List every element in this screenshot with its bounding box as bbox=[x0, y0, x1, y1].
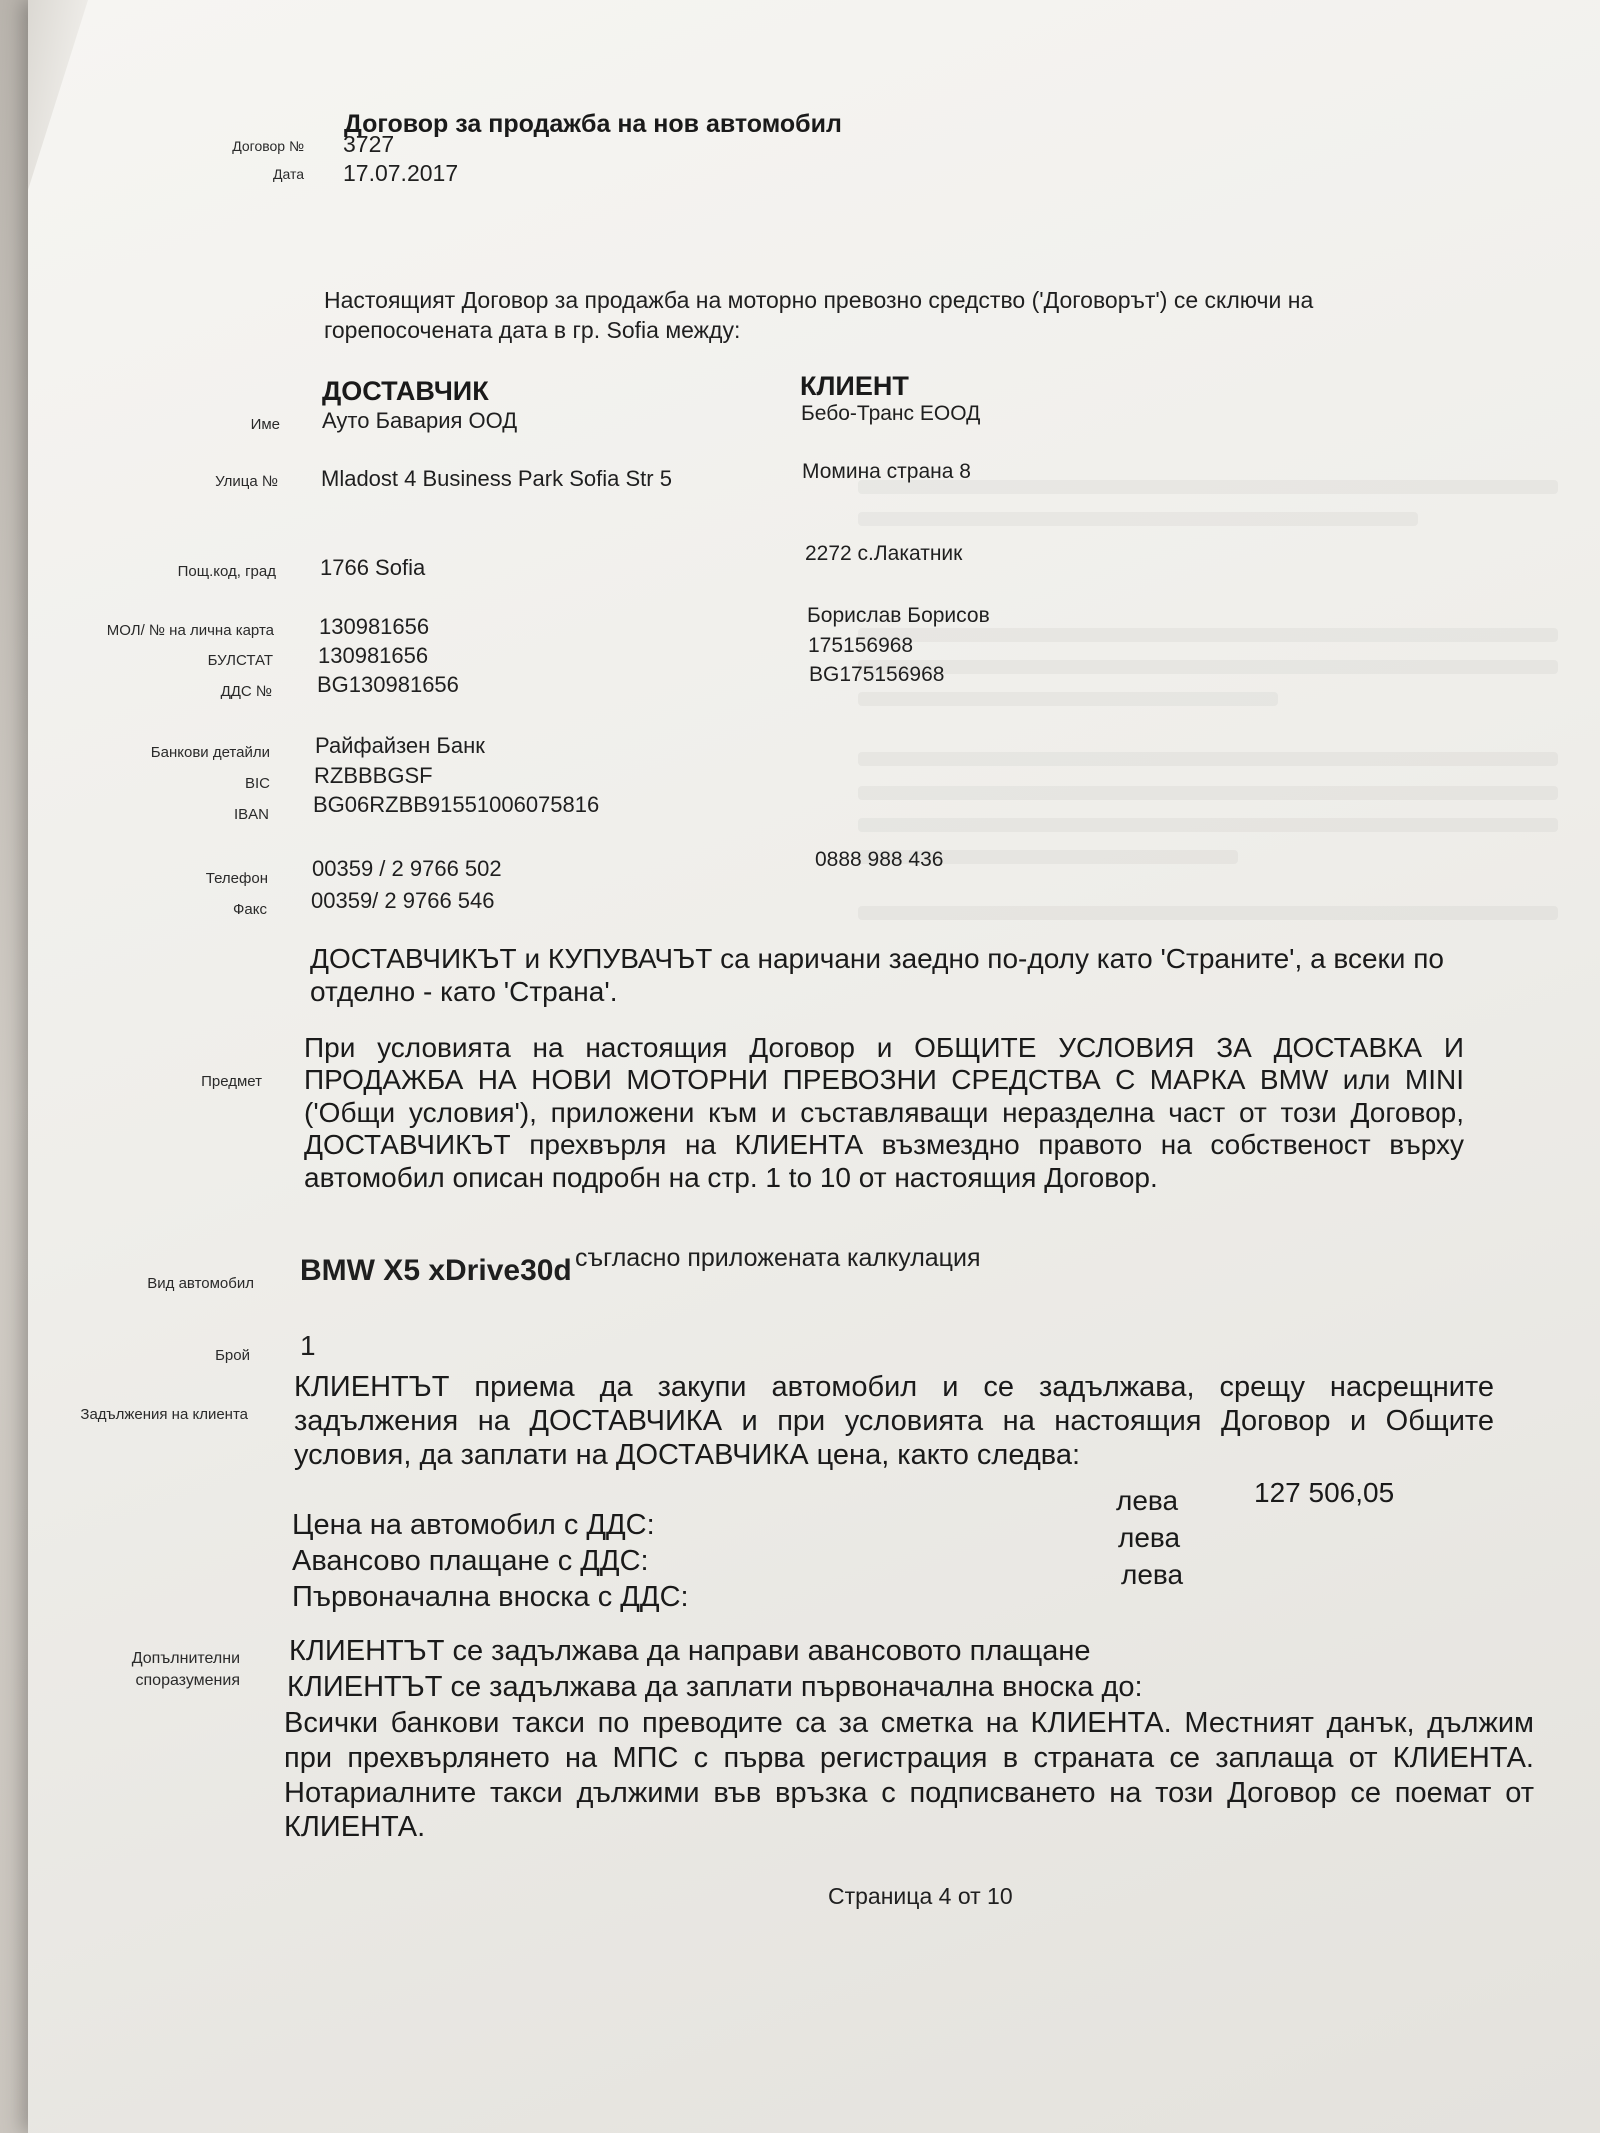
price-label-initial: Първоначална вноска с ДДС: bbox=[292, 1581, 689, 1613]
price-currency-initial: лева bbox=[1121, 1559, 1184, 1590]
supplier-bank: Райфайзен Банк bbox=[315, 733, 485, 758]
label-phone: Телефон bbox=[205, 870, 268, 887]
supplier-fax: 00359/ 2 9766 546 bbox=[311, 888, 495, 913]
client-name: Бебо-Транс ЕООД bbox=[801, 402, 981, 425]
vehicle-count: 1 bbox=[300, 1330, 316, 1361]
show-through-line bbox=[858, 818, 1558, 832]
label-bulstat: БУЛСТАТ bbox=[207, 652, 273, 669]
contract-date: 17.07.2017 bbox=[343, 160, 459, 186]
label-iban: IBAN bbox=[233, 806, 269, 823]
client-bulstat: 175156968 bbox=[808, 634, 914, 657]
label-additional-2: споразумения bbox=[135, 1672, 240, 1689]
supplier-heading: ДОСТАВЧИК bbox=[322, 376, 489, 406]
client-street: Момина страна 8 bbox=[802, 460, 971, 483]
show-through-line bbox=[858, 692, 1278, 706]
additional-paragraph: Всички банкови такси по преводите са за сметка на КЛИЕНТА. Местният данък, дължим при прехвърлянето на МПС с първа регистрация в страната се заплаща от КЛИЕНТА. Нотариалните такси дължими във връзка с подписването на този Договор се поемат от КЛИЕНТА. bbox=[284, 1707, 1534, 1844]
label-bank: Банкови детайли bbox=[150, 744, 270, 761]
label-count: Брой bbox=[215, 1347, 250, 1364]
show-through-line bbox=[858, 786, 1558, 800]
price-currency-advance: лева bbox=[1118, 1522, 1181, 1553]
label-bic: BIC bbox=[244, 775, 270, 792]
intro-text: Настоящият Договор за продажба на моторно превозно средство ('Договорът') се сключи на горепосочената дата в гр. Sofia между: bbox=[324, 287, 1314, 343]
date-label: Дата bbox=[272, 166, 304, 182]
parties-text: ДОСТАВЧИКЪТ и КУПУВАЧЪТ са наричани заедно по-долу като 'Страните', а всеки по отделно - като 'Страна'. bbox=[310, 943, 1444, 1008]
contract-no-label: Договор № bbox=[232, 138, 304, 154]
supplier-mol-id: 130981656 bbox=[319, 614, 430, 639]
supplier-postcode-city: 1766 Sofia bbox=[320, 555, 426, 580]
client-phone: 0888 988 436 bbox=[815, 848, 944, 871]
label-street: Улица № bbox=[215, 473, 278, 490]
price-label-total: Цена на автомобил с ДДС: bbox=[292, 1509, 655, 1541]
label-obligations: Задължения на клиента bbox=[80, 1406, 248, 1423]
label-name: Име bbox=[250, 416, 280, 433]
label-fax: Факс bbox=[233, 901, 267, 918]
price-amount-total: 127 506,05 bbox=[1254, 1477, 1395, 1508]
supplier-bulstat: 130981656 bbox=[318, 643, 429, 668]
label-mol: МОЛ/ № на лична карта bbox=[106, 622, 274, 639]
label-vat: ДДС № bbox=[220, 683, 272, 700]
show-through-line bbox=[858, 906, 1558, 920]
label-additional-1: Допълнителни bbox=[131, 1650, 240, 1667]
vehicle-model: BMW X5 xDrive30d bbox=[300, 1254, 572, 1287]
show-through-line bbox=[858, 628, 1558, 642]
label-vehicle: Вид автомобил bbox=[147, 1275, 254, 1292]
supplier-vat: BG130981656 bbox=[317, 672, 459, 697]
client-vat: BG175156968 bbox=[809, 663, 945, 686]
price-label-advance: Авансово плащане с ДДС: bbox=[292, 1545, 649, 1577]
supplier-name: Ауто Бавария ООД bbox=[322, 408, 518, 433]
price-currency-total: лева bbox=[1116, 1485, 1179, 1516]
show-through-line bbox=[858, 660, 1558, 674]
client-postcode-city: 2272 с.Лакатник bbox=[805, 542, 963, 565]
label-postcode: Пощ.код, град bbox=[177, 563, 276, 580]
supplier-bic: RZBBBGSF bbox=[314, 763, 433, 788]
show-through-line bbox=[858, 752, 1558, 766]
client-heading: КЛИЕНТ bbox=[800, 371, 909, 401]
page-number: Страница 4 от 10 bbox=[828, 1883, 1013, 1909]
additional-line-2: КЛИЕНТЪТ се задължава да заплати първоначална вноска до: bbox=[287, 1671, 1143, 1703]
contract-no: 3727 bbox=[343, 131, 395, 157]
additional-line-1: КЛИЕНТЪТ се задължава да направи авансовото плащане bbox=[289, 1635, 1091, 1667]
client-mol: Борислав Борисов bbox=[807, 604, 990, 627]
supplier-phone: 00359 / 2 9766 502 bbox=[312, 856, 502, 881]
folded-corner bbox=[28, 0, 88, 190]
supplier-street: Mladost 4 Business Park Sofia Str 5 bbox=[321, 466, 672, 491]
label-subject: Предмет bbox=[201, 1073, 262, 1090]
document-title: Договор за продажба на нов автомобил bbox=[344, 110, 842, 138]
show-through-line bbox=[858, 512, 1418, 526]
supplier-iban: BG06RZBB91551006075816 bbox=[313, 792, 600, 817]
vehicle-note: съгласно приложената калкулация bbox=[575, 1244, 981, 1272]
obligations-text: КЛИЕНТЪТ приема да закупи автомобил и се задължава, срещу насрещните задължения на ДОСТАВЧИКА и при условията на настоящия Договор и Общите условия, да заплати на ДОСТАВЧИКА цена, както следва: bbox=[294, 1371, 1494, 1472]
subject-text: При условията на настоящия Договор и ОБЩИТЕ УСЛОВИЯ ЗА ДОСТАВКА И ПРОДАЖБА НА НОВИ МОТОРНИ ПРЕВОЗНИ СРЕДСТВА С МАРКА BMW или MINI ('Общи условия'), приложени към и съставляващи неразделна част от този Договор, ДОСТАВЧИКЪТ прехвърля на КЛИЕНТА възмездно правото на собственост върху автомобил описан подробн на стр. 1 to 10 от настоящия Договор. bbox=[304, 1032, 1464, 1193]
